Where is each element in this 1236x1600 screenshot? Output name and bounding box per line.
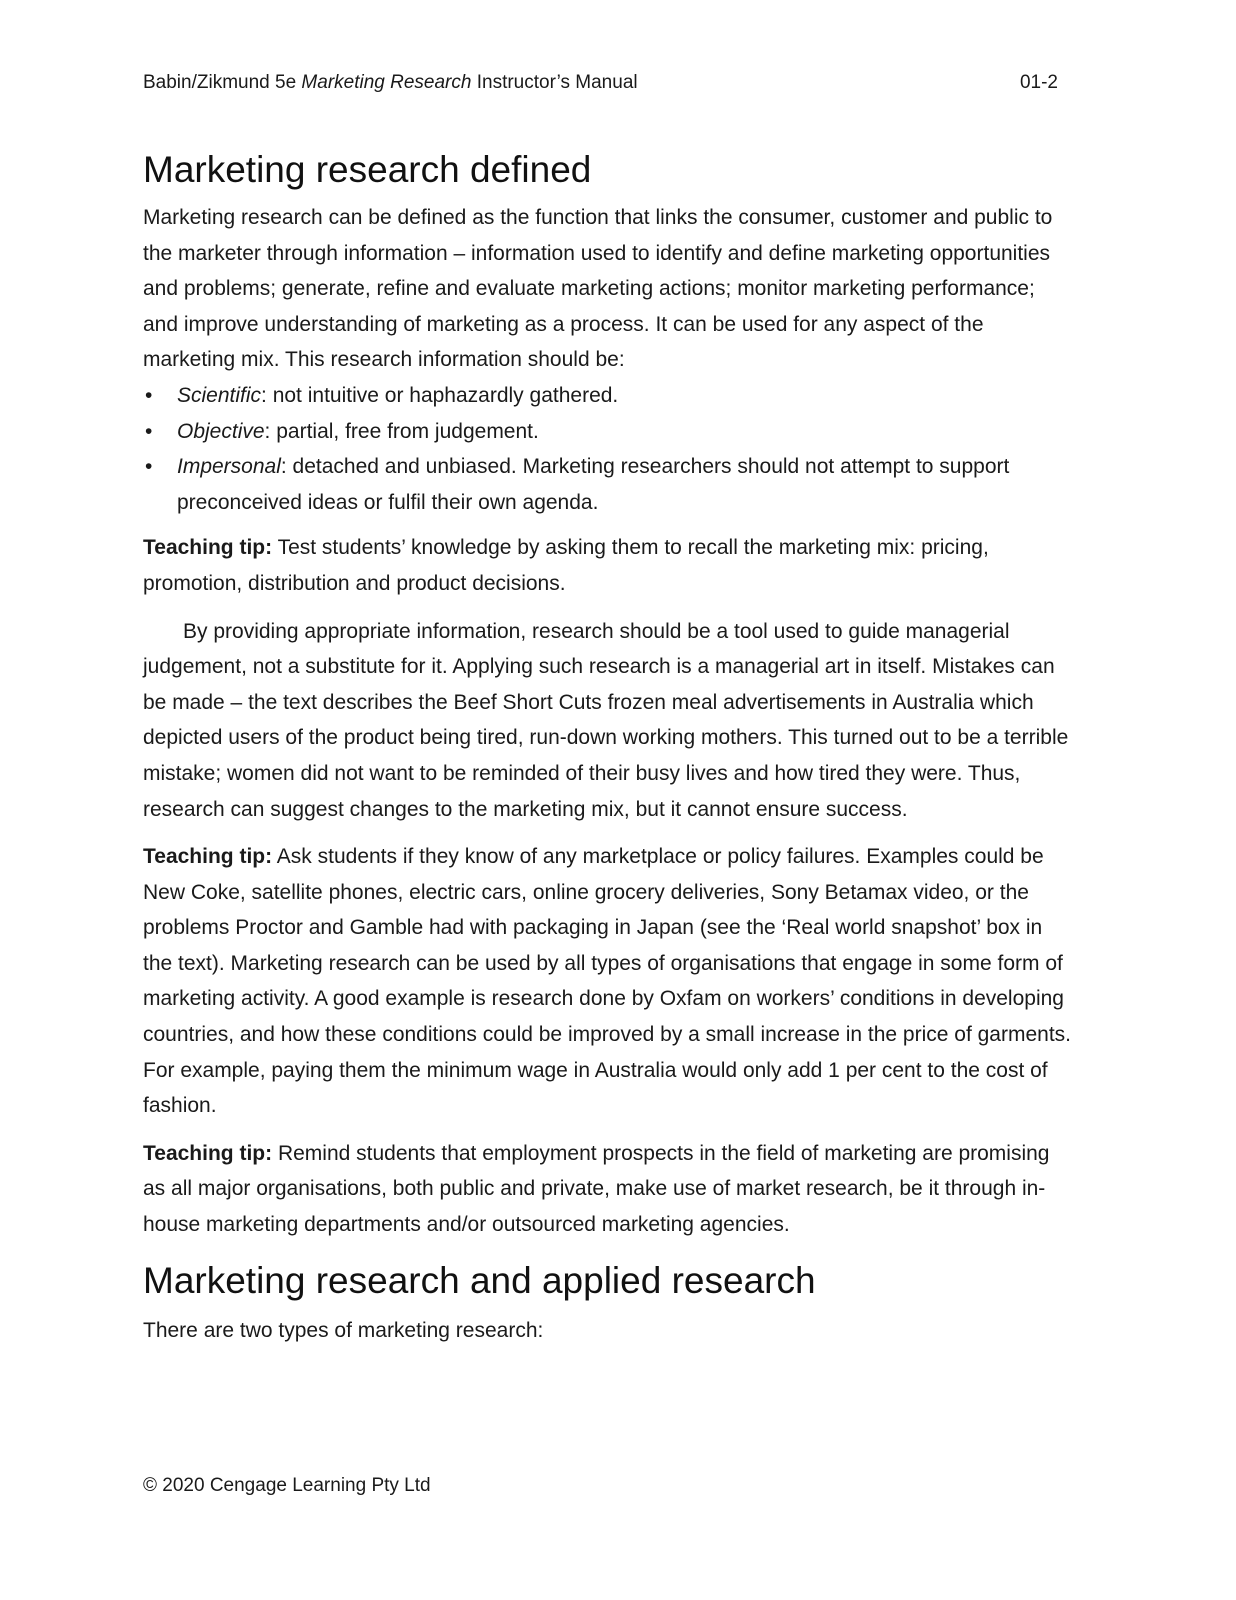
bullet-icon: •	[145, 455, 153, 479]
teaching-tip-3	[143, 1136, 1073, 1243]
header-prefix: Babin/Zikmund 5e	[143, 72, 302, 93]
teaching-tip-label: Teaching tip:	[143, 1141, 273, 1165]
header-book-title	[143, 71, 638, 95]
list-item	[143, 449, 1073, 520]
header-suffix: Instructor’s Manual	[471, 72, 638, 93]
bullet-icon: •	[145, 419, 153, 443]
section-intro: There are two types of marketing research:	[143, 1318, 544, 1342]
teaching-tip-label: Teaching tip:	[143, 845, 273, 869]
header-title-italic: Marketing Research	[301, 72, 472, 93]
section-heading-applied-research: Marketing research and applied research	[143, 1259, 816, 1301]
teaching-tip-2	[143, 839, 1073, 1124]
body-paragraph: By providing appropriate information, research should be a tool used to guide managerial judgement, not a substitute for it. Applying such research is a managerial art in itself. Mistakes can be made – the text describes the Beef Short Cuts frozen meal advertisements in Australia which depicted users of the product being tired, run-down working mothers. This turned out to be a terrible mistake; women did not want to be reminded of their busy lives and how tired they were. Thus, research can suggest changes to the marketing mix, but it cannot ensure success.	[143, 619, 1069, 821]
intro-paragraph: Marketing research can be defined as the function that links the consumer, customer and public to the marketer through information – information used to identify and define marketing opportunities and problems; generate, refine and evaluate marketing actions; monitor marketing performance; and improve understanding of marketing as a process. It can be used for any aspect of the marketing mix. This research information should be:	[143, 206, 1053, 372]
bullet-term: Objective	[177, 419, 265, 443]
section-heading-definition: Marketing research defined	[143, 149, 592, 190]
teaching-tip-text: Test students’ knowledge by asking them to recall the marketing mix: pricing, promotion, distribution and product decisions.	[143, 536, 989, 595]
bullet-list	[143, 378, 1073, 520]
page-body	[143, 146, 1073, 1348]
teaching-tip-text: Ask students if they know of any marketplace or policy failures. Examples could be New Coke, satellite phones, electric cars, online grocery deliveries, Sony Betamax video, or the problems Proctor and Gamble had with packaging in Japan (see the ‘Real world snapshot’ box in the text). Marketing research can be used by all types of organisations that engage in some form of marketing activity. A good example is research done by Oxfam on workers’ conditions in developing countries, and how these conditions could be improved by a small increase in the price of garments. For example, paying them the minimum wage in Australia would only add 1 per cent to the cost of fashion.	[143, 845, 1071, 1118]
bullet-icon: •	[145, 383, 153, 407]
list-item	[143, 414, 1073, 450]
header-page-number: 01-2	[1019, 72, 1058, 93]
bullet-term: Impersonal	[177, 455, 281, 479]
bullet-text: : partial, free from judgement.	[264, 419, 539, 443]
bullet-text: : detached and unbiased. Marketing researchers should not attempt to support preconceived ideas or fulfil their own agenda.	[177, 455, 1010, 514]
teaching-tip-1	[143, 530, 1073, 601]
bullet-text: : not intuitive or haphazardly gathered.	[261, 383, 619, 407]
page-footer-copyright: © 2020 Cengage Learning Pty Ltd	[143, 1475, 431, 1496]
teaching-tip-label: Teaching tip:	[143, 536, 273, 560]
bullet-term: Scientific	[177, 383, 262, 407]
page-header	[143, 71, 1058, 95]
list-item	[143, 378, 1073, 414]
teaching-tip-text: Remind students that employment prospects in the field of marketing are promising as all major organisations, both public and private, make use of market research, be it through in-house marketing departments and/or outsourced marketing agencies.	[143, 1141, 1050, 1237]
